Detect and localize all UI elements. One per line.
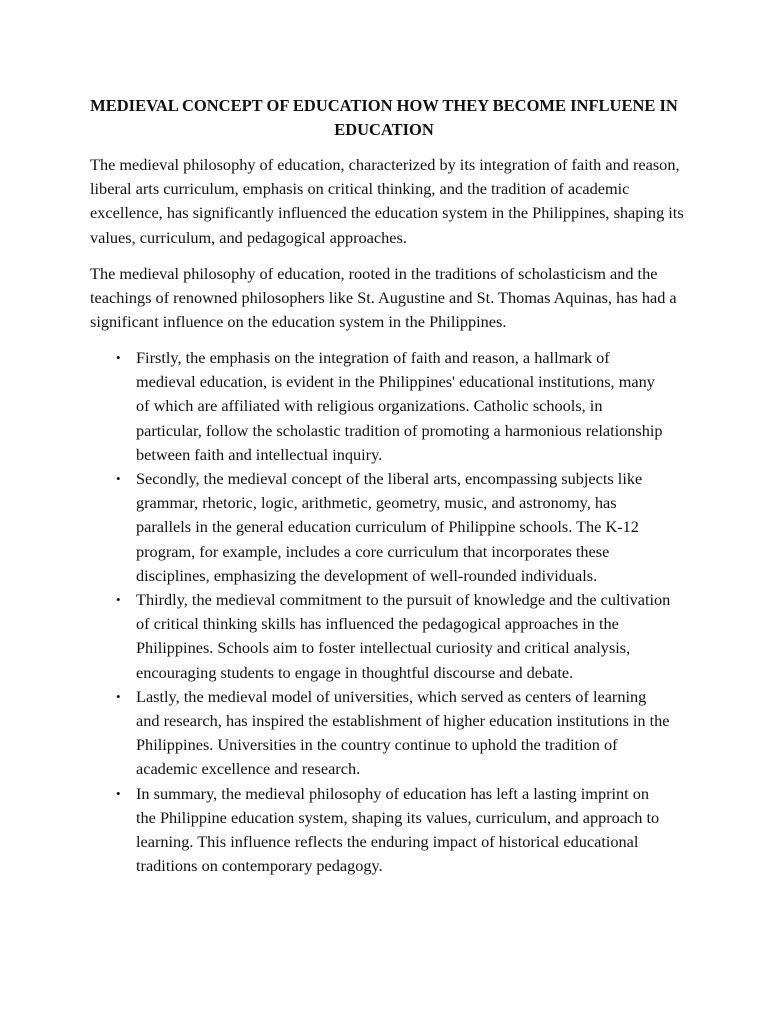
list-item-text: Firstly, the emphasis on the integration of faith and reason, a hallmark of medieval education, is evident in the Philippines' educational institutions, many of which are affiliated with religious organizations. Catholic schools, in particular, follow the scholastic tradition of promoting a harmonious relationship between faith and intellectual inquiry. [136, 348, 663, 464]
bullet-icon: • [116, 688, 121, 704]
document-title: MEDIEVAL CONCEPT OF EDUCATION HOW THEY BECOME INFLUENE IN EDUCATION [90, 96, 678, 139]
list-item [0, 685, 768, 782]
intro-paragraph: The medieval philosophy of education, characterized by its integration of faith and reason, liberal arts curriculum, emphasis on critical thinking, and the tradition of academic excellence, has significantly influenced the education system in the Philippines, shaping its values, curriculum, and pedagogical approaches. [90, 155, 684, 247]
bullet-icon: • [116, 350, 121, 365]
bullet-icon: • [116, 785, 121, 801]
list-item-text: Secondly, the medieval concept of the liberal arts, encompassing subjects like grammar, rhetoric, logic, arithmetic, geometry, music, and astronomy, has parallels in the general education curriculum of Philippine schools. The K-12 program, for example, includes a core curriculum that incorporates these disciplines, emphasizing the development of well-rounded individuals. [136, 469, 643, 585]
context-paragraph: The medieval philosophy of education, rooted in the traditions of scholasticism and the teachings of renowned philosophers like St. Augustine and St. Thomas Aquinas, has had a significant influence on the education system in the Philippines. [90, 264, 677, 332]
list-item [0, 782, 768, 879]
list-item [0, 346, 768, 467]
list-item-text: In summary, the medieval philosophy of education has left a lasting imprint on the Philippine education system, shaping its values, curriculum, and approach to learning. This influence reflects the enduring impact of historical educational traditions on contemporary pedagogy. [136, 783, 660, 876]
bullet-list [0, 346, 768, 878]
list-item-text: Thirdly, the medieval commitment to the pursuit of knowledge and the cultivation of critical thinking skills has influenced the pedagogical approaches in the Philippines. Schools aim to foster intellectual curiosity and critical analysis, encouraging students to engage in thoughtful discourse and debate. [136, 590, 671, 682]
bullet-icon: • [116, 592, 121, 608]
list-item [0, 588, 768, 685]
list-item-text: Lastly, the medieval model of universities, which served as centers of learning and research, has inspired the establishment of higher education institutions in the Philippines. Universities in the country continue to uphold the tradition of academic excellence and research. [136, 686, 670, 779]
list-item [0, 467, 768, 588]
bullet-icon: • [116, 471, 121, 487]
